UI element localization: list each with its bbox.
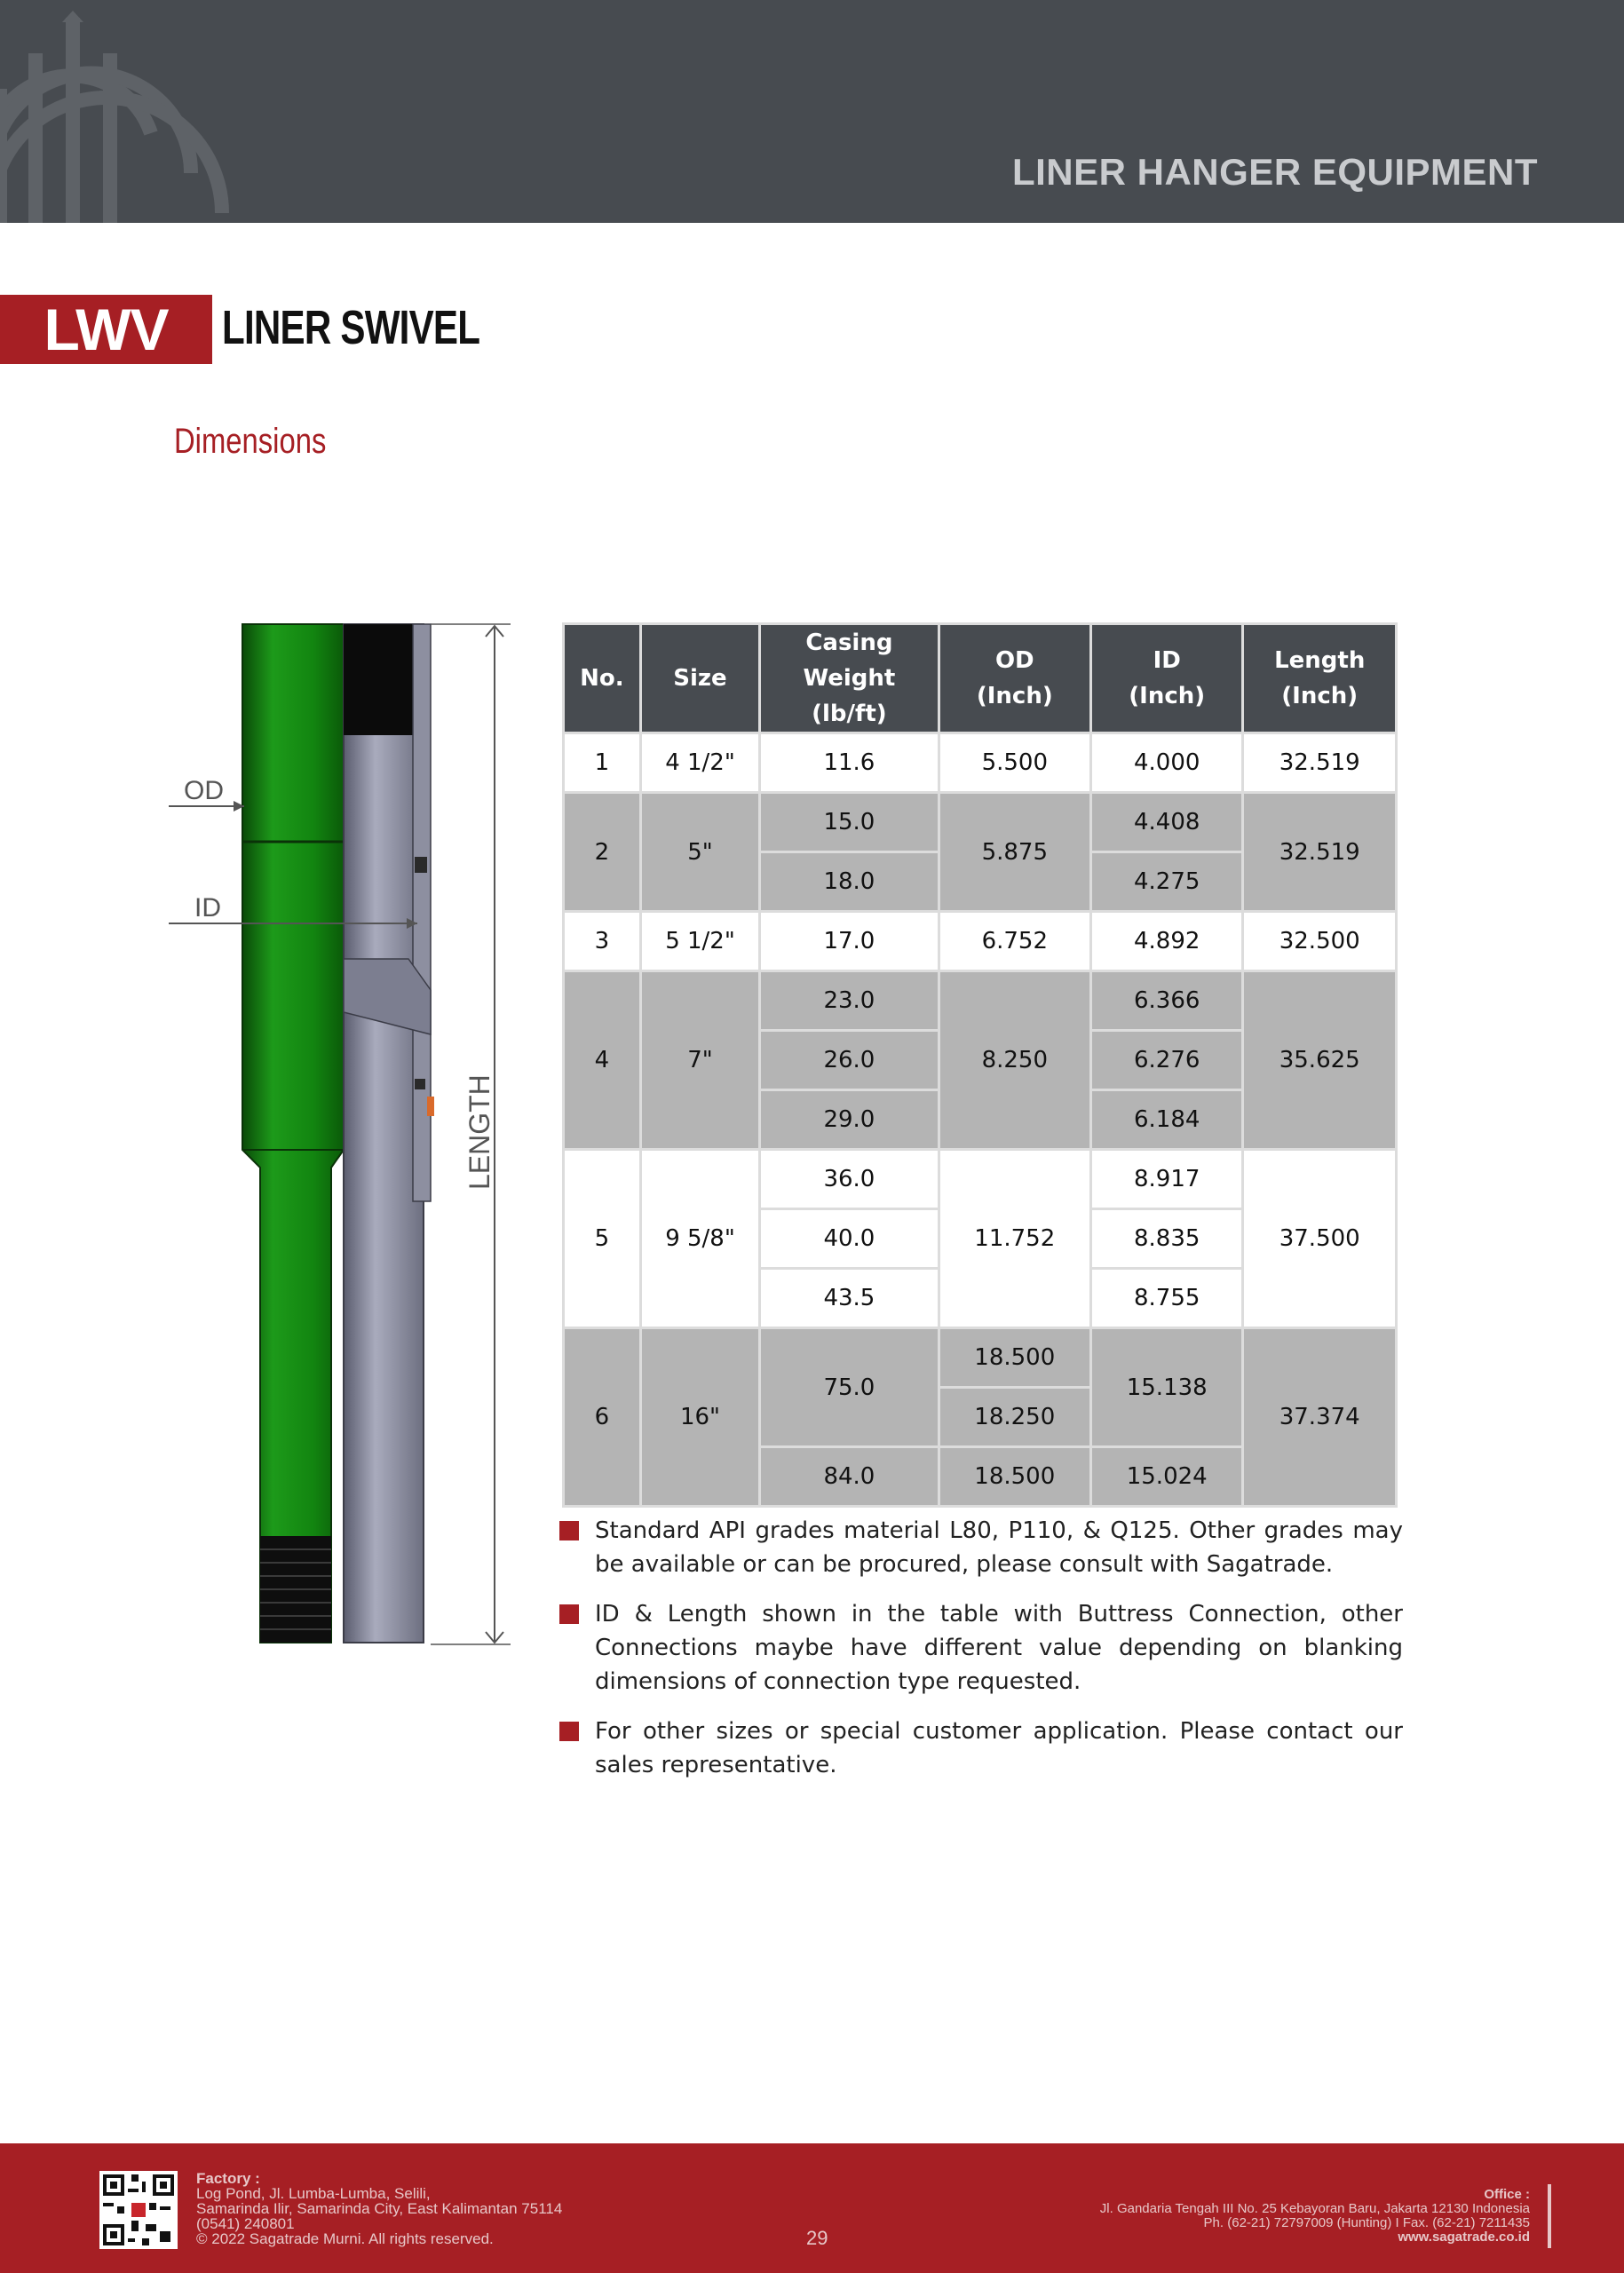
cell-id: 4.892 xyxy=(1091,912,1243,971)
cell-od: 6.752 xyxy=(939,912,1090,971)
page-footer xyxy=(0,2143,1624,2273)
cell-size: 4 1/2" xyxy=(640,733,759,793)
table-row xyxy=(564,1150,1397,1209)
cell-length: 37.374 xyxy=(1243,1328,1397,1507)
cell-od: 18.500 xyxy=(939,1447,1090,1507)
cell-no: 4 xyxy=(564,971,641,1150)
dimensions-table xyxy=(562,622,1398,1508)
red-square-bullet-icon xyxy=(559,1604,579,1624)
cell-weight: 26.0 xyxy=(760,1031,939,1090)
id-label: ID xyxy=(194,893,221,923)
cell-id: 4.408 xyxy=(1091,793,1243,852)
header-no: No. xyxy=(564,624,641,733)
cell-id: 8.835 xyxy=(1091,1209,1243,1269)
qr-code-icon xyxy=(99,2171,178,2249)
table-row xyxy=(564,733,1397,793)
header-length: Length (Inch) xyxy=(1243,624,1397,733)
cell-od: 18.500 xyxy=(939,1328,1090,1388)
note-item: Standard API grades material L80, P110, & Q125. Other grades may be available or can be procured, please consult with Sagatrade. xyxy=(559,1514,1403,1581)
cell-no: 1 xyxy=(564,733,641,793)
header-casing-weight: Casing Weight (lb/ft) xyxy=(760,624,939,733)
cell-weight: 11.6 xyxy=(760,733,939,793)
cell-no: 2 xyxy=(564,793,641,912)
cell-id: 6.184 xyxy=(1091,1090,1243,1150)
cell-weight: 43.5 xyxy=(760,1269,939,1328)
length-label: LENGTH xyxy=(463,1074,495,1190)
cell-weight: 75.0 xyxy=(760,1328,939,1447)
cell-id: 8.755 xyxy=(1091,1269,1243,1328)
note-item: For other sizes or special customer application. Please contact our sales representative. xyxy=(559,1715,1403,1782)
cell-no: 6 xyxy=(564,1328,641,1507)
table-row xyxy=(564,912,1397,971)
cell-weight: 17.0 xyxy=(760,912,939,971)
cell-length: 32.519 xyxy=(1243,793,1397,912)
divider xyxy=(1548,2184,1551,2248)
cell-weight: 18.0 xyxy=(760,852,939,912)
product-name: LINER SWIVEL xyxy=(222,301,480,354)
cell-length: 37.500 xyxy=(1243,1150,1397,1328)
company-logo-watermark xyxy=(0,0,231,223)
cell-od: 8.250 xyxy=(939,971,1090,1150)
cell-id: 6.276 xyxy=(1091,1031,1243,1090)
cell-id: 15.024 xyxy=(1091,1447,1243,1507)
cell-size: 5" xyxy=(640,793,759,912)
header-size: Size xyxy=(640,624,759,733)
cell-id: 8.917 xyxy=(1091,1150,1243,1209)
cell-no: 3 xyxy=(564,912,641,971)
cell-weight: 15.0 xyxy=(760,793,939,852)
section-title: LINER HANGER EQUIPMENT xyxy=(1011,151,1538,193)
factory-address: Factory : Log Pond, Jl. Lumba-Lumba, Selili, Samarinda Ilir, Samarinda City, East Kalimantan 75114 (0541) 240801 © 2022 Sagatrade Murni. All rights reserved. xyxy=(196,2170,563,2247)
cell-weight: 29.0 xyxy=(760,1090,939,1150)
cell-size: 9 5/8" xyxy=(640,1150,759,1328)
red-square-bullet-icon xyxy=(559,1521,579,1540)
red-square-bullet-icon xyxy=(559,1722,579,1741)
office-address: Office : Jl. Gandaria Tengah III No. 25 Kebayoran Baru, Jakarta 12130 Indonesia Ph. (62-21) 72797009 (Hunting) I Fax. (62-21) 7211435 www.sagatrade.co.id xyxy=(1099,2187,1530,2245)
cell-length: 32.519 xyxy=(1243,733,1397,793)
table-row xyxy=(564,1328,1397,1388)
od-label: OD xyxy=(184,776,224,805)
cell-id: 6.366 xyxy=(1091,971,1243,1031)
table-row xyxy=(564,971,1397,1031)
cell-id: 15.138 xyxy=(1091,1328,1243,1447)
cell-od: 11.752 xyxy=(939,1150,1090,1328)
cell-weight: 36.0 xyxy=(760,1150,939,1209)
cell-size: 7" xyxy=(640,971,759,1150)
cell-size: 16" xyxy=(640,1328,759,1507)
note-item: ID & Length shown in the table with Buttress Connection, other Connections maybe have different value depending on blanking dimensions of connection type requested. xyxy=(559,1597,1403,1699)
page-number: 29 xyxy=(806,2227,828,2249)
cell-size: 5 1/2" xyxy=(640,912,759,971)
table-row xyxy=(564,793,1397,852)
cell-weight: 23.0 xyxy=(760,971,939,1031)
cell-weight: 84.0 xyxy=(760,1447,939,1507)
cell-od: 5.500 xyxy=(939,733,1090,793)
header-id: ID (Inch) xyxy=(1091,624,1243,733)
cell-length: 32.500 xyxy=(1243,912,1397,971)
dimensions-heading: Dimensions xyxy=(174,422,327,461)
website-link[interactable]: www.sagatrade.co.id xyxy=(1398,2229,1530,2245)
cell-no: 5 xyxy=(564,1150,641,1328)
header-od: OD (Inch) xyxy=(939,624,1090,733)
cell-weight: 40.0 xyxy=(760,1209,939,1269)
page-header xyxy=(0,0,1624,223)
cell-od: 5.875 xyxy=(939,793,1090,912)
product-code-badge: LWV xyxy=(0,295,212,364)
liner-swivel-drawing xyxy=(164,617,519,1656)
cell-id: 4.275 xyxy=(1091,852,1243,912)
cell-od: 18.250 xyxy=(939,1388,1090,1447)
notes-list xyxy=(559,1514,1403,1798)
cell-id: 4.000 xyxy=(1091,733,1243,793)
cell-length: 35.625 xyxy=(1243,971,1397,1150)
